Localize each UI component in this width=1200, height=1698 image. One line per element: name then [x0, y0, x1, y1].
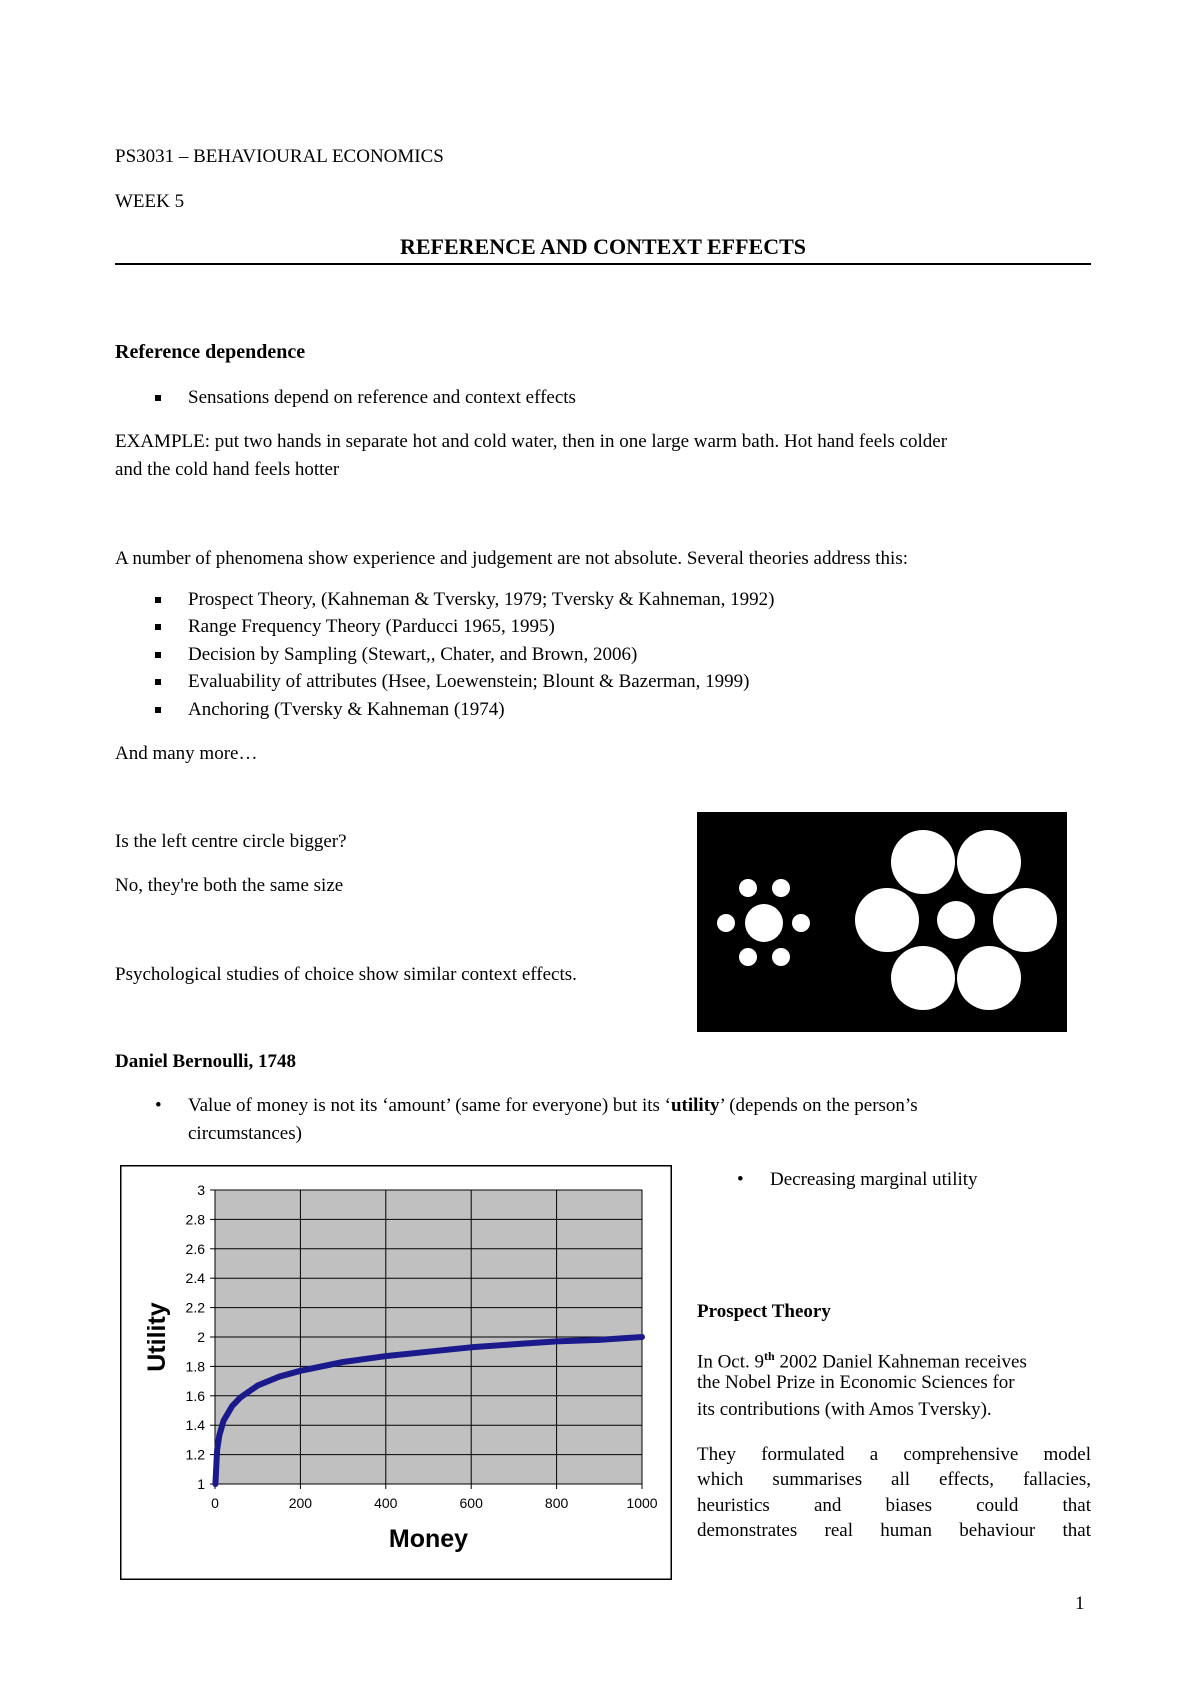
y-tick-label: 1.6 — [185, 1387, 205, 1404]
ebbinghaus-illusion-image — [697, 812, 1067, 1032]
small-surround-circle — [739, 879, 757, 897]
bernoulli-bullet-line-2: circumstances) — [188, 1123, 302, 1144]
x-tick-label: 200 — [288, 1495, 313, 1511]
large-surround-circle — [855, 888, 919, 952]
page-title: REFERENCE AND CONTEXT EFFECTS — [399, 234, 807, 259]
y-tick-label: 2.8 — [185, 1211, 205, 1228]
y-axis-label: Utility — [143, 1302, 171, 1372]
small-surround-circle — [772, 948, 790, 966]
bernoulli-text-pre: Value of money is not its ‘amount’ (same for everyone) but its ‘ — [188, 1095, 671, 1116]
section-heading-reference: Reference dependence — [115, 341, 306, 363]
right-centre-circle — [937, 901, 975, 939]
round-bullet-icon: • — [737, 1169, 744, 1190]
prospect-paragraph-2-line-1: They formulated a comprehensive model — [697, 1444, 1091, 1465]
x-tick-label: 400 — [374, 1495, 398, 1511]
section-heading-prospect: Prospect Theory — [697, 1301, 831, 1322]
x-axis-label: Money — [388, 1525, 469, 1553]
square-bullet-icon — [155, 597, 161, 603]
y-tick-label: 1 — [197, 1476, 205, 1492]
x-tick-label: 1000 — [626, 1495, 658, 1511]
list-item: Prospect Theory, (Kahneman & Tversky, 1979; Tversky & Kahneman, 1992) — [188, 589, 775, 610]
utility-emphasis: utility — [670, 1095, 720, 1116]
decreasing-utility-bullet: Decreasing marginal utility — [770, 1169, 978, 1190]
course-title: PS3031 – BEHAVIOURAL ECONOMICS — [115, 146, 444, 167]
small-surround-circle — [739, 948, 757, 966]
prospect-line-2: the Nobel Prize in Economic Sciences for — [697, 1372, 1015, 1393]
square-bullet-icon — [155, 624, 161, 630]
prospect-line-1 — [697, 1344, 1027, 1374]
x-tick-label: 0 — [211, 1495, 219, 1511]
small-surround-circle — [717, 914, 735, 932]
prospect-line-1-post: 2002 Daniel Kahneman receives — [774, 1351, 1027, 1373]
left-centre-circle — [745, 904, 783, 942]
y-tick-label: 1.2 — [185, 1446, 205, 1463]
large-surround-circle — [891, 946, 955, 1010]
large-surround-circle — [993, 888, 1057, 952]
illusion-answer: No, they're both the same size — [115, 875, 344, 896]
bernoulli-bullet-line-1 — [188, 1094, 918, 1118]
small-surround-circle — [772, 879, 790, 897]
square-bullet-icon — [155, 679, 161, 685]
list-item: Decision by Sampling (Stewart,, Chater, and Brown, 2006) — [188, 644, 638, 665]
square-bullet-icon — [155, 652, 161, 658]
prospect-paragraph-2-line-3: heuristics and biases could that — [697, 1495, 1091, 1516]
large-surround-circle — [957, 946, 1021, 1010]
list-item: Evaluability of attributes (Hsee, Loewenstein; Blount & Bazerman, 1999) — [188, 671, 750, 692]
example-line-2: and the cold hand feels hotter — [115, 459, 340, 480]
y-tick-label: 3 — [197, 1182, 205, 1198]
y-tick-label: 2.2 — [185, 1299, 205, 1316]
context-effects-note: Psychological studies of choice show similar context effects. — [115, 964, 577, 985]
list-item: Anchoring (Tversky & Kahneman (1974) — [188, 699, 505, 720]
x-tick-label: 800 — [544, 1495, 569, 1511]
bullet-text: Sensations depend on reference and context effects — [188, 387, 576, 408]
x-tick-label: 600 — [459, 1495, 483, 1511]
y-tick-label: 1.8 — [185, 1358, 205, 1375]
large-surround-circle — [957, 830, 1021, 894]
example-line-1: EXAMPLE: put two hands in separate hot and cold water, then in one large warm bath. Hot hand feels colder — [115, 431, 948, 452]
illusion-question: Is the left centre circle bigger? — [115, 831, 347, 852]
small-surround-circle — [792, 914, 810, 932]
and-many-more: And many more… — [115, 743, 258, 764]
prospect-line-1-pre: In Oct. 9 — [697, 1351, 765, 1373]
utility-chart — [120, 1165, 672, 1580]
square-bullet-icon — [155, 395, 161, 401]
prospect-line-3: its contributions (with Amos Tversky). — [697, 1399, 992, 1420]
prospect-paragraph-2-line-2: which summarises all effects, fallacies, — [697, 1469, 1091, 1490]
bernoulli-text-post: ’ (depends on the person’s — [719, 1095, 918, 1116]
page-number: 1 — [1075, 1593, 1085, 1614]
list-item: Range Frequency Theory (Parducci 1965, 1995) — [188, 616, 555, 637]
theories-intro: A number of phenomena show experience and judgement are not absolute. Several theories address this: — [115, 548, 909, 569]
large-surround-circle — [891, 830, 955, 894]
y-tick-label: 1.4 — [185, 1417, 205, 1434]
y-tick-label: 2 — [197, 1329, 205, 1345]
week-label: WEEK 5 — [115, 191, 185, 212]
square-bullet-icon — [155, 707, 161, 713]
prospect-paragraph-2-line-4: demonstrates real human behaviour that — [697, 1520, 1091, 1541]
title-underline — [115, 263, 1091, 265]
superscript-th: th — [764, 1349, 775, 1363]
y-tick-label: 2.6 — [185, 1240, 205, 1257]
round-bullet-icon: • — [155, 1095, 162, 1116]
y-tick-label: 2.4 — [185, 1270, 205, 1287]
section-heading-bernoulli: Daniel Bernoulli, 1748 — [115, 1051, 297, 1072]
